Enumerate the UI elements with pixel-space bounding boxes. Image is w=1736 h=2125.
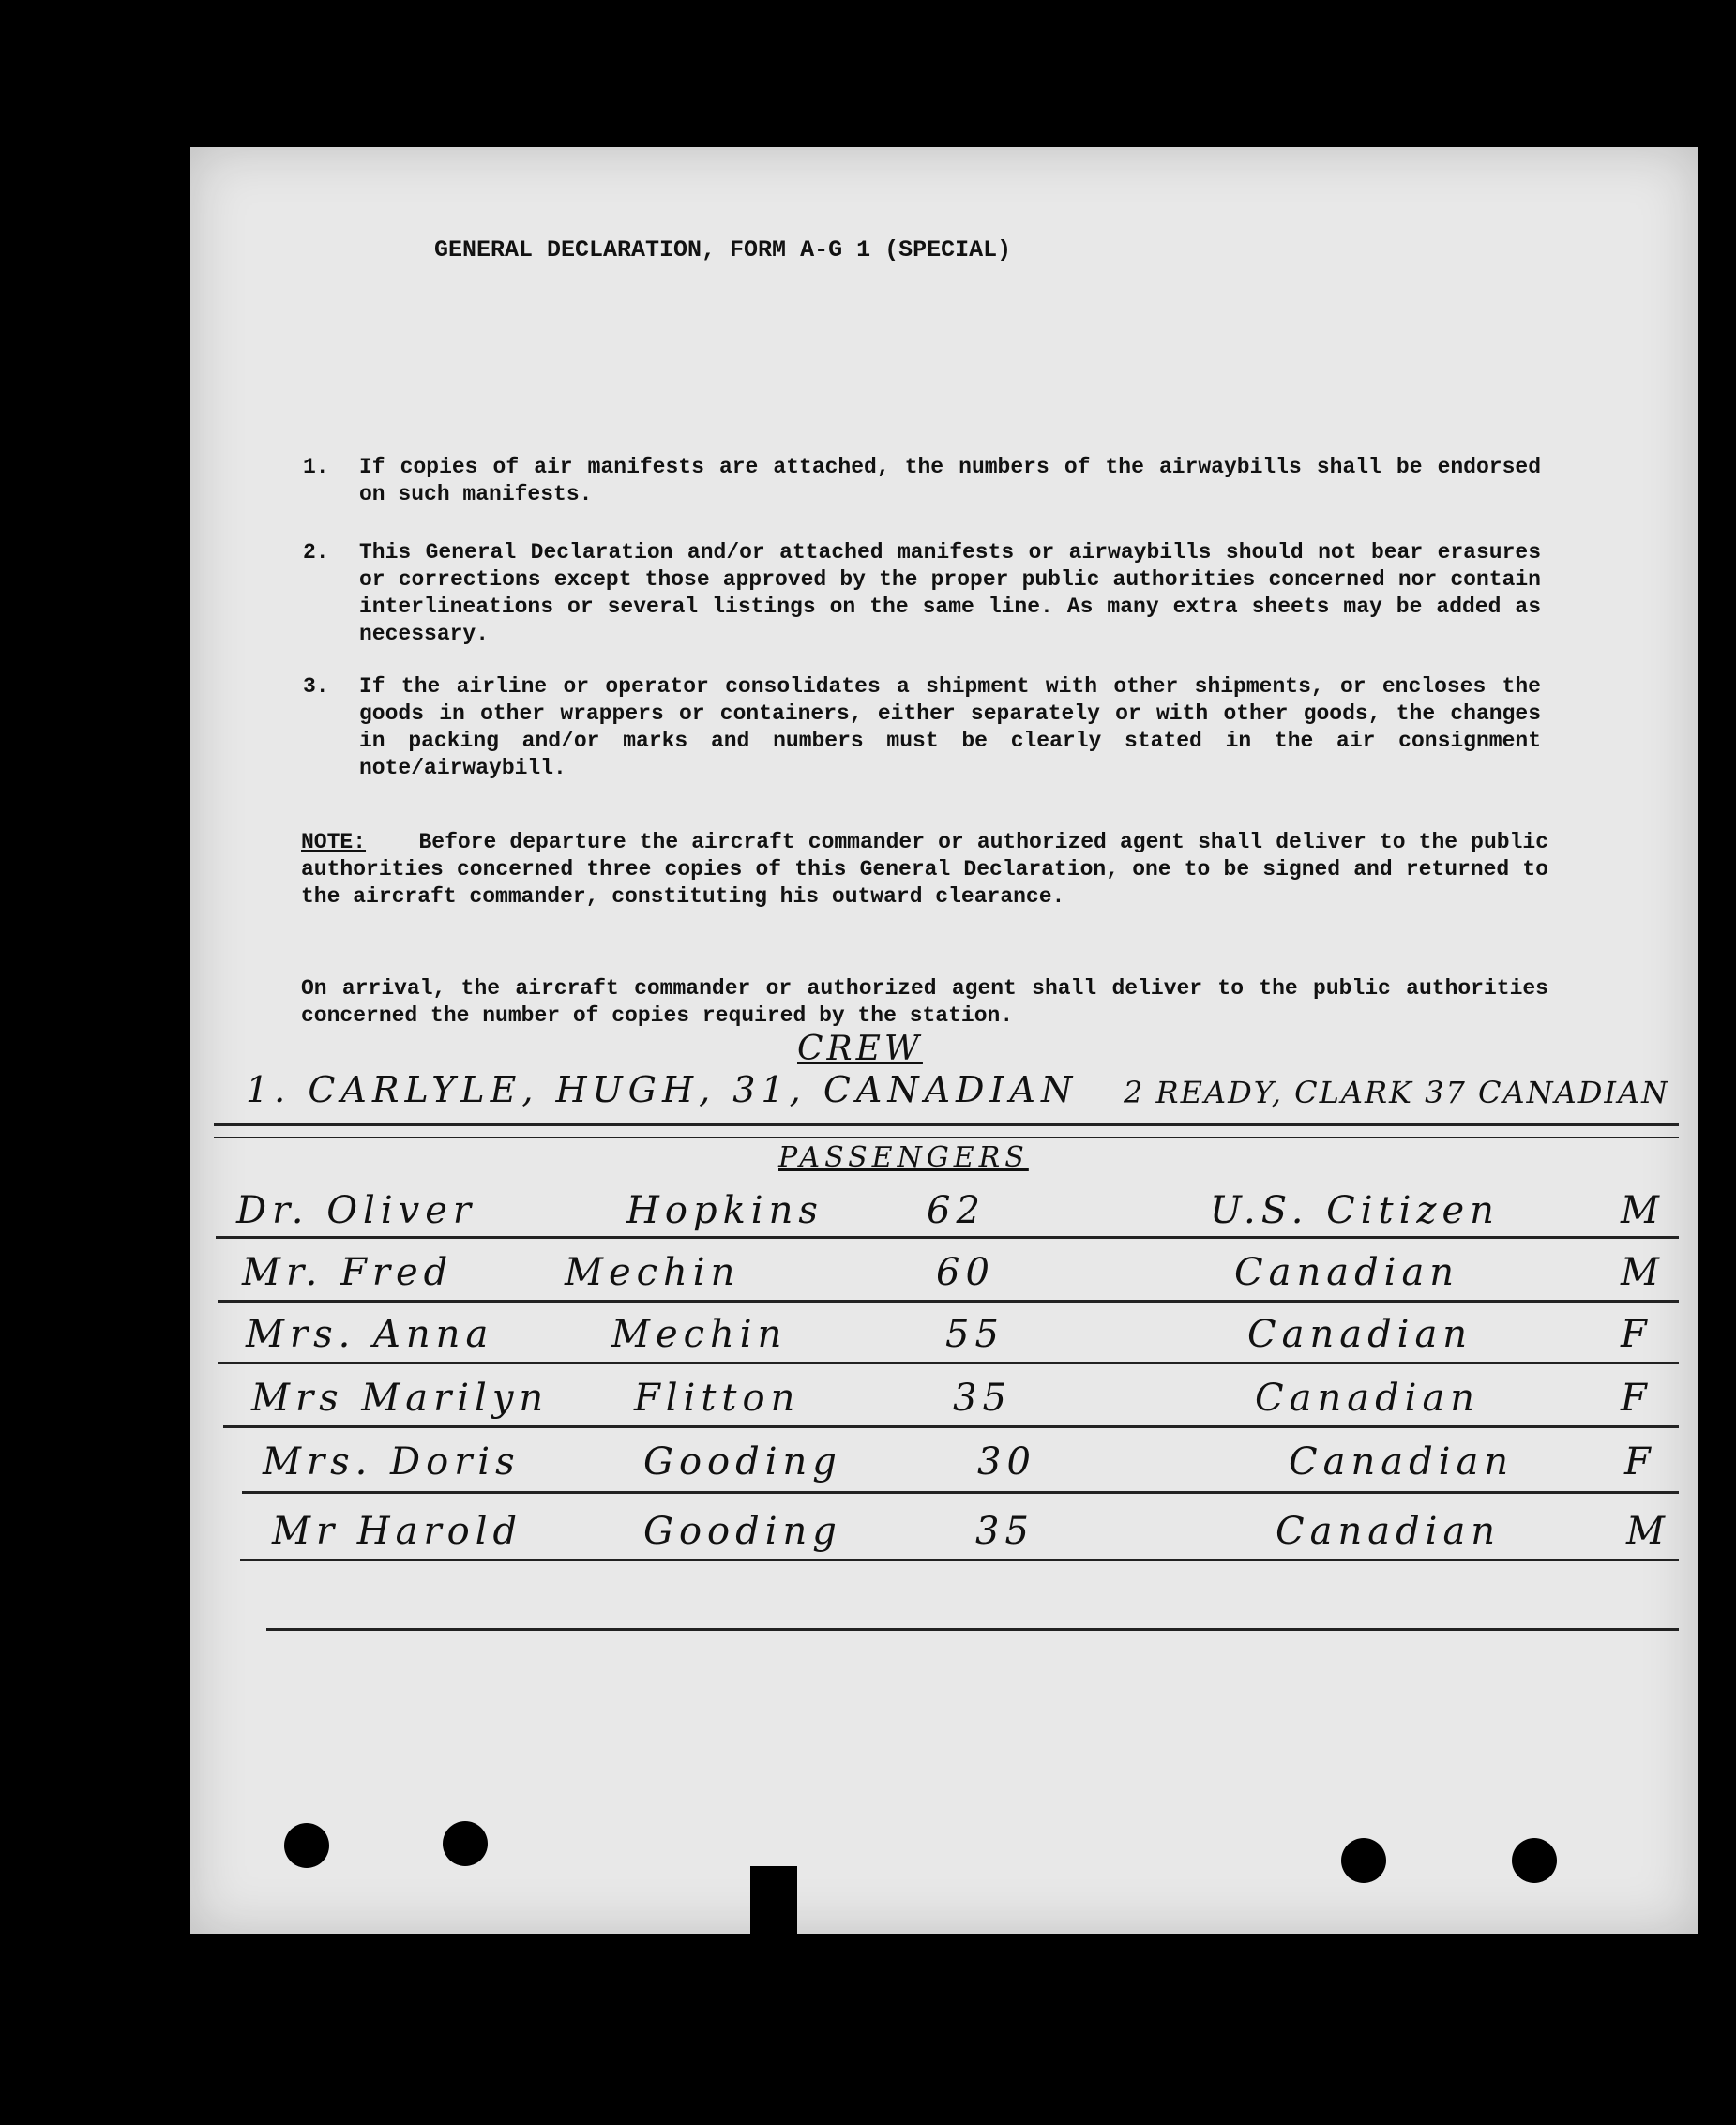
passenger-nationality: Canadian <box>1276 1510 1502 1553</box>
row-line <box>218 1362 1679 1364</box>
row-line <box>216 1236 1679 1239</box>
crew-heading: CREW <box>797 1030 923 1068</box>
passenger-age: 55 <box>945 1313 1004 1356</box>
passengers-heading: PASSENGERS <box>778 1141 1029 1174</box>
punch-hole <box>1341 1838 1386 1883</box>
passenger-name: Mr. Fred <box>242 1251 454 1294</box>
note-paragraph <box>301 829 1548 911</box>
passenger-sex: F <box>1621 1377 1653 1420</box>
row-line <box>218 1300 1679 1303</box>
note-label: NOTE: <box>301 830 367 854</box>
passenger-sex: M <box>1621 1251 1665 1294</box>
instruction-text: If the airline or operator consolidates a shipment with other shipments, or encloses the goods in other wrappers or containers, either separately or with other goods, the changes in packing and/or marks and numbers must be clearly stated in the air consignment note/airwaybill. <box>359 674 1541 780</box>
passenger-name: Dr. Oliver <box>236 1189 476 1232</box>
crew-underline <box>214 1137 1679 1138</box>
passenger-surname: Flitton <box>634 1377 801 1420</box>
instruction-text: If copies of air manifests are attached, the numbers of the airwaybills shall be endorsed on such manifests. <box>359 455 1541 506</box>
passenger-age: 60 <box>936 1251 995 1294</box>
blank-row-line <box>266 1628 1679 1631</box>
arrival-paragraph <box>301 975 1548 1030</box>
passenger-surname: Hopkins <box>626 1189 823 1232</box>
arrival-text: On arrival, the aircraft commander or authorized agent shall deliver to the public authorities concerned the number of copies required by the station. <box>301 976 1548 1028</box>
passenger-sex: M <box>1626 1510 1670 1553</box>
crew-underline <box>214 1123 1679 1126</box>
row-line <box>242 1491 1679 1494</box>
passenger-nationality: Canadian <box>1289 1440 1515 1484</box>
row-line <box>223 1425 1679 1428</box>
punch-hole <box>443 1821 488 1866</box>
passenger-nationality: Canadian <box>1234 1251 1460 1294</box>
passenger-nationality: Canadian <box>1255 1377 1481 1420</box>
note-text: Before departure the aircraft commander or authorized agent shall deliver to the public authorities concerned three copies of this General Declaration, one to be signed and returned to the aircraft commander, constituting his outward clearance. <box>301 830 1548 909</box>
crew-entry: 1. CARLYLE, HUGH, 31, CANADIAN <box>246 1069 1079 1110</box>
instruction-number: 1. <box>303 455 329 479</box>
passenger-age: 35 <box>953 1377 1012 1420</box>
passenger-surname: Mechin <box>611 1313 788 1356</box>
document-page <box>190 147 1698 1934</box>
passenger-age: 35 <box>975 1510 1034 1553</box>
instruction-number: 3. <box>303 674 329 699</box>
punch-hole <box>1512 1838 1557 1883</box>
binder-clip <box>750 1866 797 1934</box>
instruction-number: 2. <box>303 540 329 565</box>
passenger-age: 62 <box>927 1189 986 1232</box>
crew-entry: 2 READY, CLARK 37 CANADIAN <box>1124 1075 1670 1110</box>
punch-hole <box>284 1823 329 1868</box>
passenger-surname: Gooding <box>643 1510 842 1553</box>
passenger-name: Mr Harold <box>272 1510 523 1553</box>
passenger-name: Mrs. Anna <box>246 1313 494 1356</box>
row-line <box>240 1559 1679 1561</box>
passenger-age: 30 <box>977 1440 1036 1484</box>
passenger-sex: F <box>1621 1313 1653 1356</box>
form-title: GENERAL DECLARATION, FORM A-G 1 (SPECIAL) <box>434 236 1012 264</box>
passenger-sex: M <box>1621 1189 1665 1232</box>
passenger-nationality: Canadian <box>1247 1313 1473 1356</box>
passenger-sex: F <box>1624 1440 1656 1484</box>
passenger-surname: Mechin <box>565 1251 741 1294</box>
passenger-name: Mrs Marilyn <box>251 1377 550 1420</box>
instruction-text: This General Declaration and/or attached manifests or airwaybills should not bear erasures or corrections except those approved by the proper public authorities concerned nor contain interlineations or several listings on the same line. As many extra sheets may be added as necessary. <box>359 540 1541 646</box>
passenger-name: Mrs. Doris <box>263 1440 521 1484</box>
passenger-surname: Gooding <box>643 1440 842 1484</box>
passenger-nationality: U.S. Citizen <box>1210 1189 1500 1232</box>
